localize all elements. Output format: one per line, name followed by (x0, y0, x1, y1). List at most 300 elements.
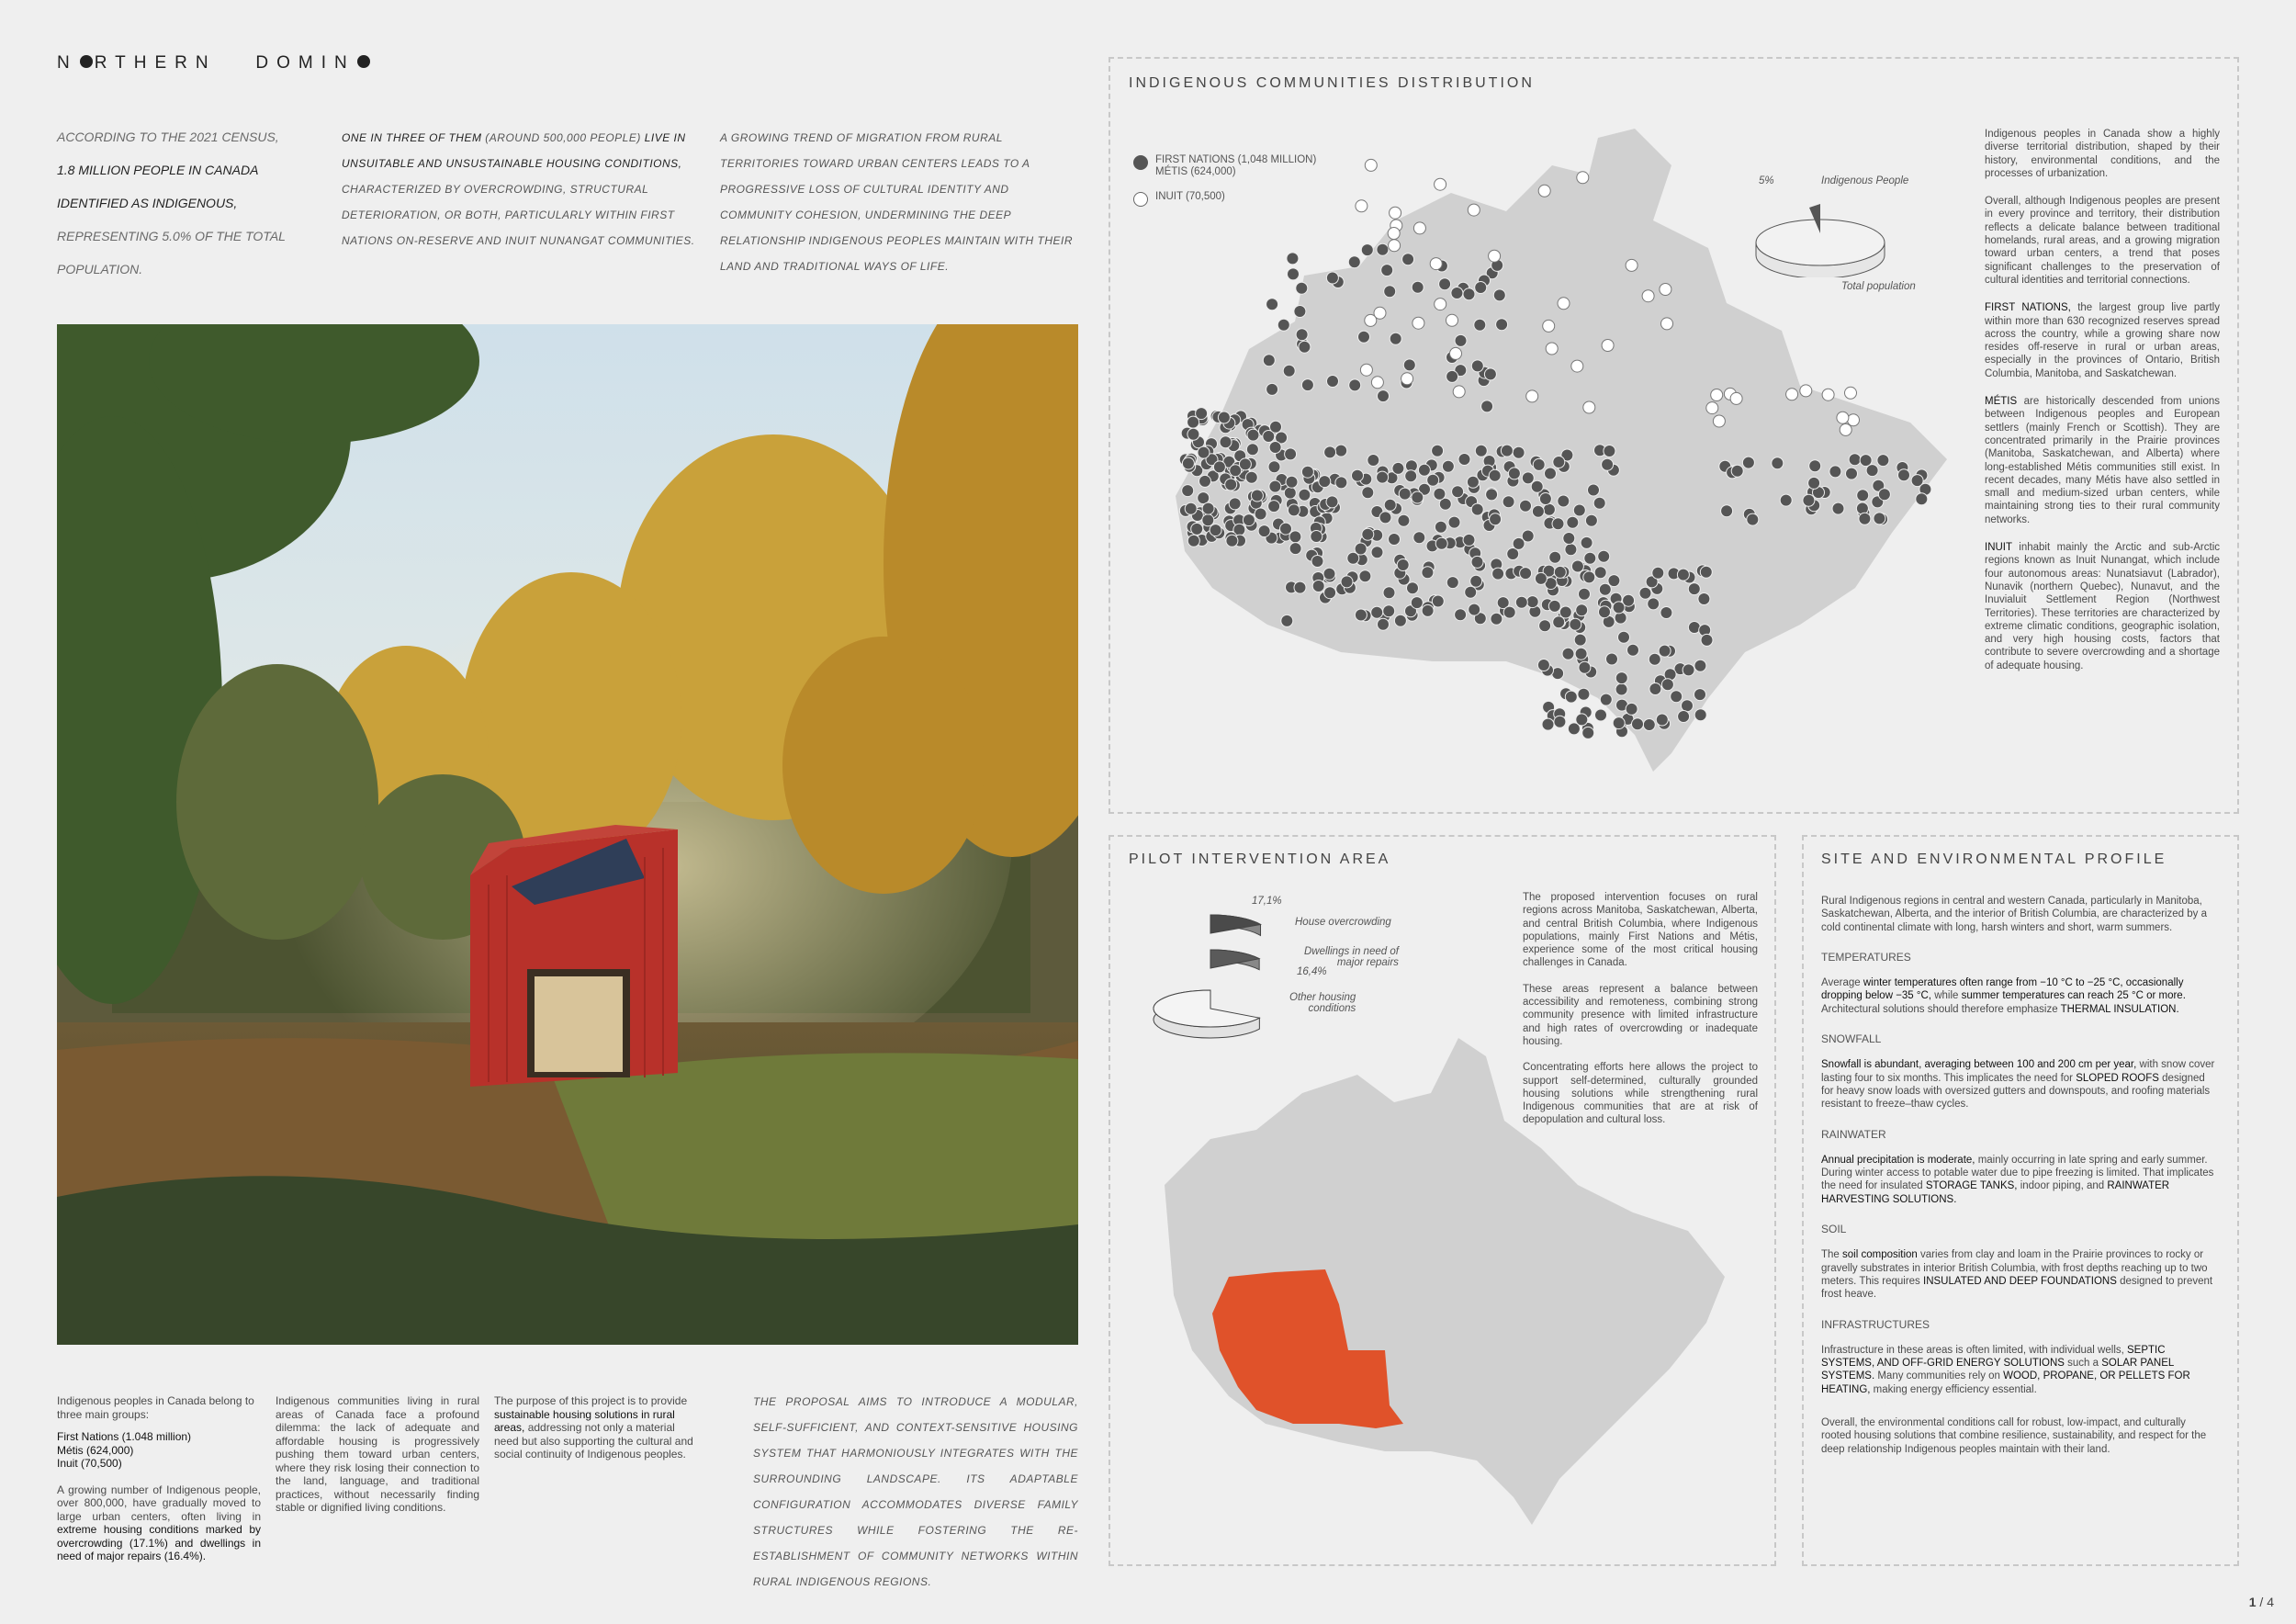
community-dot (1615, 683, 1627, 695)
community-dot (1877, 455, 1889, 467)
community-dot (1648, 598, 1660, 610)
inuit-community-dot (1374, 307, 1386, 319)
inuit-community-dot (1489, 250, 1501, 262)
community-dot (1187, 428, 1199, 440)
site-section-text: Average winter temperatures often range from −10 °C to −25 °C, occasionally dropping below −35 °C, while summer temperatures can reach 25 °C or more. Architectural solutions should therefore emphasize THERMAL INSULATION. (1821, 977, 2186, 1015)
community-dot (1399, 488, 1411, 500)
community-dot (1562, 648, 1574, 660)
community-dot (1832, 502, 1844, 514)
community-dot (1407, 582, 1419, 594)
site-section-heading: RAINWATER (1821, 1127, 1886, 1141)
community-dot (1643, 719, 1655, 731)
inuit-community-dot (1848, 414, 1860, 426)
community-dot (1287, 253, 1299, 265)
community-dot (1411, 597, 1423, 609)
community-dot (1626, 703, 1638, 715)
site-section-text: Annual precipitation is moderate, mainly occurring in late spring and early summer. During winter access to potable water due to pipe freezing is limited. That implicates the need for insulated STORAGE TANKS, indoor piping, and RAINWATER HARVESTING SOLUTIONS. (1821, 1154, 2214, 1205)
community-dot (1202, 502, 1214, 514)
community-dot (1503, 496, 1514, 508)
community-dot (1508, 468, 1520, 479)
inuit-community-dot (1577, 172, 1589, 184)
pilot-paragraph: The proposed intervention focuses on rural regions across Manitoba, Saskatchewan, Alberta, and central British Columbia, where Indigenous populations, mainly First Nations and Métis, experience some of the most critical housing challenges in Canada. (1523, 892, 1758, 969)
community-dot (1543, 503, 1555, 515)
legend-inuit: INUIT (70,500) (1133, 191, 1316, 207)
intro-line: REPRESENTING 5.0% OF THE TOTAL (57, 229, 286, 243)
community-dot (1348, 256, 1360, 268)
community-dot (1427, 474, 1439, 486)
community-dot (1398, 514, 1410, 526)
community-dot (1660, 607, 1672, 619)
community-dot (1558, 495, 1570, 507)
inuit-community-dot (1845, 387, 1857, 399)
community-dot (1632, 718, 1644, 730)
community-dot (1341, 576, 1353, 588)
community-dot (1573, 504, 1585, 516)
community-dot (1613, 602, 1625, 614)
community-dot (1381, 265, 1393, 276)
inuit-community-dot (1360, 364, 1372, 376)
community-dot (1470, 575, 1482, 587)
community-dot (1296, 282, 1308, 294)
community-dot (1355, 609, 1367, 621)
community-dot (1335, 477, 1347, 489)
community-dot (1403, 359, 1415, 371)
community-dot (1721, 505, 1733, 517)
distribution-paragraph: MÉTIS are historically descended from unions between Indigenous peoples and European settlers (mainly French or Scottish). They are concentrated primarily in the Prairie provinces (Manitoba, Saskatchewan, and Alberta) where long-established Métis communities still exist. In recent decades, many Métis have also settled in small and medium-sized urban centers, while maintaining strong ties to their rural community networks. (1985, 396, 2220, 525)
inuit-community-dot (1837, 412, 1849, 423)
community-dot (1347, 552, 1359, 564)
community-dot (1324, 587, 1336, 599)
pie-pct-repairs: 16,4% (1297, 966, 1327, 977)
community-dot (1559, 606, 1571, 618)
community-dot (1446, 370, 1458, 382)
inuit-community-dot (1840, 423, 1851, 435)
community-dot (1263, 355, 1275, 367)
community-dot (1539, 620, 1551, 632)
community-dot (1199, 475, 1211, 487)
community-dot (1809, 460, 1821, 472)
community-dot (1352, 469, 1364, 481)
community-dot (1606, 653, 1618, 665)
project-purpose-text: The purpose of this project is to provide sustainable housing solutions in rural areas, addressing not only a material need but also supporting the cultural and social continuity of Indigenous peoples. (494, 1394, 693, 1460)
community-dot (1575, 648, 1587, 660)
community-dot (1187, 416, 1199, 428)
community-dot (1694, 689, 1706, 701)
inuit-community-dot (1538, 185, 1550, 197)
community-dot (1698, 593, 1710, 605)
community-dot (1384, 499, 1396, 511)
community-dot (1218, 412, 1230, 423)
inuit-community-dot (1365, 159, 1377, 171)
community-dot (1588, 484, 1600, 496)
community-dot (1413, 532, 1425, 544)
site-section-heading: SNOWFALL (1821, 1032, 1882, 1046)
community-dot (1281, 615, 1293, 626)
community-dot (1268, 461, 1280, 473)
community-dot (1471, 503, 1483, 515)
intro-line: POPULATION. (57, 262, 143, 276)
pie-total-label: Total population (1841, 281, 1916, 292)
inuit-community-dot (1401, 373, 1413, 385)
pie-label-repairs: Dwellings in need of major repairs (1304, 946, 1399, 968)
pilot-paragraph: Concentrating efforts here allows the project to support self-determined, culturally grounded housing solutions while strengthening rural Indigenous communities that are at risk of depopulation and cultural loss. (1523, 1062, 1758, 1126)
community-dot (1324, 446, 1336, 458)
community-dot (1361, 244, 1373, 256)
community-dot (1378, 618, 1390, 630)
community-dot (1533, 458, 1545, 470)
pilot-area-map (1155, 1020, 1743, 1534)
pilot-paragraph: These areas represent a balance between accessibility and remoteness, combining strong community presence with limited infrastructure and high rates of overcrowding or inadequate housing. (1523, 983, 1758, 1047)
site-description: Rural Indigenous regions in central and western Canada, particularly in Manitoba, Saskatchewan, Alberta, and the interior of British Columbia, are characterized by a cold continental climate with long, harsh winters and short, warm summers. TEMPERATURES Average winter temperatures often range from −10 °C to −25 °C, occasionally dropping below −35 °C, while summer temperatures can reach 25 °C or more. Architectural solutions should therefore emphasize THERMAL INSULATION. SNOWFALL Snowfall is abundant, averaging between 100 and 200 cm per year, with snow cover lasting four to six months. This implicates the need for SLOPED ROOFS designed for heavy snow loads with oversized gutters and downspouts, and roofing materials resistant to freeze–thaw cycles. RAINWATER Annual precipitation is moderate, mainly occurring in late spring and early summer. During winter access to potable water due to pipe freezing is limited. That implicates the need for insulated STORAGE TANKS, indoor piping, and RAINWATER HARVESTING SOLUTIONS. SOIL The soil composition varies from clay and loam in the Prairie provinces to rocky or gravelly substrates in interior British Columbia, with frost depths reaching up to two meters. This requires INSULATED AND DEEP FOUNDATIONS designed to prevent frost heave. INFRASTRUCTURES Infrastructure in these areas is often limited, with individual wells, SEPTIC SYSTEMS, AND OFF-GRID ENERGY SOLUTIONS such a SOLAR PANEL SYSTEMS. Many communities rely on WOOD, PROPANE, OR PELLETS FOR HEATING, making energy efficiency essential. Overall, the environmental conditions call for robust, low-impact, and culturally rooted housing solutions that combine resilience, sustainability, and respect for the deep relationship Indigenous peoples maintain with their land. (1821, 896, 2215, 1455)
community-dot (1312, 581, 1324, 592)
community-dot (1229, 498, 1241, 510)
community-dot (1808, 477, 1820, 489)
community-dot (1422, 567, 1434, 579)
community-dot (1299, 341, 1311, 353)
community-dot (1503, 606, 1515, 618)
community-dot (1210, 524, 1221, 536)
community-dot (1455, 334, 1467, 346)
community-dot (1448, 516, 1460, 528)
community-dot (1532, 505, 1544, 517)
logo-dot-icon (80, 55, 93, 68)
community-dot (1213, 461, 1225, 473)
community-dot (1694, 709, 1706, 721)
community-dot (1585, 514, 1597, 526)
community-dot (1661, 679, 1673, 691)
community-dot (1383, 605, 1395, 617)
community-dot (1239, 458, 1251, 470)
community-dot (1683, 664, 1694, 676)
community-dot (1455, 609, 1467, 621)
community-dot (1578, 688, 1590, 700)
community-dot (1384, 286, 1396, 298)
community-dot (1458, 454, 1470, 466)
inuit-community-dot (1706, 402, 1718, 414)
community-dot (1463, 288, 1475, 300)
inuit-community-dot (1413, 222, 1425, 234)
community-dot (1772, 457, 1784, 469)
community-dot (1371, 606, 1383, 618)
community-dot (1539, 493, 1551, 505)
community-dot (1599, 606, 1611, 618)
community-dot (1432, 445, 1444, 457)
community-dot (1565, 691, 1577, 703)
community-dot (1613, 717, 1625, 729)
inuit-community-dot (1786, 389, 1798, 400)
community-dot (1185, 502, 1197, 514)
community-dot (1471, 556, 1483, 568)
inuit-community-dot (1446, 314, 1458, 326)
community-dot (1747, 513, 1759, 525)
inuit-community-dot (1390, 207, 1401, 219)
community-dot (1549, 551, 1561, 563)
community-dot (1390, 333, 1401, 344)
community-dot (1243, 514, 1255, 526)
community-dot (1258, 525, 1270, 537)
groups-summary: Indigenous peoples in Canada belong to three main groups: First Nations (1.048 million) Métis (624,000) Inuit (70,500) A growing number of Indigenous people, over 800,000, have gradually moved to large urban centers, often living in extreme housing conditions marked by overcrowding (17.1%) and dwellings in need of major repairs (16.4%). (57, 1394, 261, 1562)
inuit-community-dot (1453, 386, 1465, 398)
inuit-community-dot (1389, 240, 1401, 252)
intro-migration-statement: A GROWING TREND OF MIGRATION FROM RURAL TERRITORIES TOWARD URBAN CENTERS LEADS TO A PROGRESSIVE LOSS OF CULTURAL IDENTITY AND COMMUNITY COHESION, UNDERMINING THE DEEP RELATIONSHIP INDIGENOUS PEOPLES MAINTAIN WITH THEIR LAND AND TRADITIONAL WAYS OF LIFE. (720, 131, 1073, 273)
community-dot (1615, 672, 1627, 684)
group-item: Inuit (70,500) (57, 1457, 122, 1470)
community-dot (1451, 288, 1463, 299)
community-dot (1535, 572, 1547, 584)
community-dot (1554, 716, 1566, 727)
community-dot (1682, 700, 1694, 712)
community-dot (1442, 460, 1454, 472)
community-dot (1678, 711, 1690, 723)
community-dot (1537, 660, 1549, 671)
community-dot (1618, 631, 1630, 643)
community-dot (1383, 587, 1395, 599)
community-dot (1465, 586, 1477, 598)
community-dot (1311, 531, 1322, 543)
community-dot (1599, 583, 1611, 595)
community-dot (1484, 368, 1496, 380)
community-dot (1299, 489, 1311, 501)
community-dot (1286, 476, 1298, 488)
community-dot (1296, 329, 1308, 341)
community-dot (1349, 379, 1361, 391)
community-dot (1280, 523, 1292, 535)
inuit-community-dot (1356, 200, 1367, 212)
inuit-community-dot (1660, 284, 1671, 296)
community-dot (1501, 445, 1513, 457)
community-dot (1576, 604, 1588, 616)
inuit-community-dot (1468, 204, 1480, 216)
intro-housing-statement: ONE IN THREE OF THEM (AROUND 500,000 PEOPLE) LIVE IN UNSUITABLE AND UNSUSTAINABLE HOUSING CONDITIONS, CHARACTERIZED BY OVERCROWDING, STRUCTURAL DETERIORATION, OR BOTH, PARTICULARLY WITHIN FIRST NATIONS ON-RESERVE AND INUIT NUNANGAT COMMUNITIES. (342, 131, 695, 247)
community-dot (1378, 390, 1390, 402)
community-dot (1545, 468, 1557, 479)
community-dot (1358, 331, 1370, 343)
community-dot (1677, 569, 1689, 581)
community-dot (1803, 494, 1815, 506)
community-dot (1570, 618, 1581, 630)
community-dot (1362, 528, 1374, 540)
site-section-text: The soil composition varies from clay and loam in the Prairie provinces to rocky or gravelly substrates in interior British Columbia, with frost depths reaching up to two meters. This requires INSULATED AND DEEP FOUNDATIONS designed to prevent frost heave. (1821, 1249, 2213, 1301)
proposal-statement: THE PROPOSAL AIMS TO INTRODUCE A MODULAR, SELF-SUFFICIENT, AND CONTEXT-SENSITIVE HOUSING SYSTEM THAT HARMONIOUSLY INTEGRATES WITH THE SURROUNDING LANDSCAPE. ITS ADAPTABLE CONFIGURATION ACCOMMODATES DIVERSE FAMILY STRUCTURES WHILE FOSTERING THE RE-ESTABLISHMENT OF COMMUNITY NETWORKS WITHIN RURAL INDIGENOUS REGIONS. (753, 1395, 1078, 1588)
community-dot (1489, 469, 1501, 481)
community-dot (1191, 523, 1203, 535)
community-dot (1604, 445, 1615, 457)
page-number: 1 / 4 (2248, 1595, 2274, 1609)
pie-pct-overcrowding: 17,1% (1252, 896, 1282, 907)
community-dot (1513, 537, 1525, 549)
community-dot (1412, 281, 1424, 293)
community-dot (1860, 455, 1872, 467)
community-dot (1255, 508, 1266, 520)
community-dot (1198, 492, 1210, 504)
hollow-dot-icon (1133, 192, 1148, 207)
community-dot (1911, 475, 1923, 487)
community-dot (1846, 468, 1858, 479)
community-dot (1565, 544, 1577, 556)
community-dot (1576, 714, 1588, 726)
community-dot (1496, 319, 1508, 331)
community-dot (1323, 568, 1335, 580)
community-dot (1288, 268, 1300, 280)
distribution-paragraph: INUIT inhabit mainly the Arctic and sub-Arctic regions known as Inuit Nunangat, which include four autonomous areas: Nunatsiavut (Labrador), Nunavik (northern Quebec), Nunavut, and the Inuvialuit Settlement Region (Northwest Territories). These territories are characterized by extreme climatic conditions, geographic isolation, and very high housing costs, factors that contribute to severe overcrowding and a shortage of adequate housing. (1985, 542, 2220, 671)
site-section-heading: TEMPERATURES (1821, 950, 1911, 964)
community-dot (1520, 500, 1532, 512)
inuit-community-dot (1388, 228, 1400, 240)
community-dot (1671, 691, 1683, 703)
community-dot (1289, 531, 1301, 543)
community-dot (1486, 489, 1498, 501)
community-dot (1493, 289, 1505, 301)
community-dot (1301, 466, 1313, 478)
inuit-community-dot (1450, 347, 1462, 359)
rural-dilemma-text: Indigenous communities living in rural areas of Canada face a profound dilemma: the lack of adequate and affordable housing is progressively pushing them toward urban centers, where they risk losing their connection to the land, language, and traditional practices, without necessarily finding stable or dignified living conditions. (276, 1394, 479, 1514)
community-dot (1326, 496, 1338, 508)
community-dot (1285, 448, 1297, 460)
community-dot (1405, 470, 1417, 482)
group-item: First Nations (1.048 million) (57, 1430, 192, 1443)
community-dot (1874, 513, 1885, 524)
community-dot (1600, 694, 1612, 705)
community-dot (1412, 491, 1424, 503)
community-dot (1269, 480, 1281, 492)
community-dot (1553, 457, 1565, 468)
community-dot (1270, 421, 1282, 433)
community-dot (1269, 442, 1281, 454)
community-dot (1731, 465, 1743, 477)
community-dot (1422, 604, 1434, 616)
community-dot (1326, 272, 1338, 284)
community-dot (1649, 653, 1660, 665)
community-dot (1584, 552, 1596, 564)
community-dot (1548, 600, 1560, 612)
community-dot (1574, 634, 1586, 646)
community-dot (1452, 486, 1464, 498)
community-dot (1878, 489, 1890, 501)
community-dot (1392, 462, 1404, 474)
community-dot (1701, 634, 1713, 646)
community-dot (1245, 471, 1257, 483)
community-dot (1520, 568, 1532, 580)
pie-slice-label: Indigenous People (1821, 175, 1909, 186)
inuit-community-dot (1602, 340, 1614, 352)
community-dot (1202, 514, 1214, 526)
inuit-community-dot (1430, 258, 1442, 270)
community-dot (1294, 581, 1306, 593)
community-dot (1367, 455, 1379, 467)
inuit-community-dot (1642, 290, 1654, 302)
intro-line: 1.8 MILLION PEOPLE IN CANADA (57, 163, 259, 177)
community-dot (1266, 299, 1278, 310)
community-dot (1856, 502, 1868, 514)
community-dot (1552, 518, 1564, 530)
community-dot (1397, 559, 1409, 571)
community-dot (1225, 479, 1237, 491)
community-dot (1481, 400, 1493, 412)
community-dot (1656, 714, 1668, 726)
community-dot (1659, 645, 1671, 657)
inuit-community-dot (1412, 317, 1424, 329)
pie-label-overcrowding: House overcrowding (1295, 917, 1391, 928)
community-dot (1266, 383, 1278, 395)
community-dot (1469, 603, 1480, 615)
inuit-community-dot (1526, 390, 1538, 402)
community-dot (1608, 575, 1620, 587)
community-dot (1916, 493, 1928, 505)
community-dot (1389, 534, 1401, 546)
community-dot (1220, 436, 1232, 448)
community-dot (1463, 534, 1475, 546)
community-dot (1627, 644, 1639, 656)
community-dot (1362, 487, 1374, 499)
inuit-community-dot (1571, 360, 1583, 372)
community-dot (1579, 661, 1591, 673)
community-dot (1277, 319, 1289, 331)
community-dot (1492, 568, 1504, 580)
site-section-heading: INFRASTRUCTURES (1821, 1317, 1930, 1331)
community-dot (1284, 487, 1296, 499)
inuit-community-dot (1626, 259, 1638, 271)
community-dot (1567, 516, 1579, 528)
community-dot (1649, 683, 1661, 695)
community-dot (1598, 550, 1610, 562)
community-dot (1700, 566, 1712, 578)
filled-dot-icon (1133, 155, 1148, 170)
community-dot (1471, 360, 1483, 372)
inuit-community-dot (1583, 401, 1595, 413)
inuit-community-dot (1822, 389, 1834, 400)
community-dot (1251, 490, 1263, 502)
community-dot (1582, 727, 1594, 739)
community-dot (1335, 445, 1347, 457)
community-dot (1198, 446, 1210, 458)
community-dot (1418, 464, 1430, 476)
community-dot (1742, 457, 1754, 468)
community-dot (1526, 596, 1538, 608)
community-dot (1490, 513, 1502, 525)
intro-line: ACCORDING TO THE 2021 CENSUS, (57, 130, 279, 144)
community-dot (1602, 458, 1614, 470)
community-dot (1402, 254, 1414, 265)
community-dot (1581, 536, 1593, 548)
community-dot (1475, 282, 1487, 294)
community-dot (1377, 243, 1389, 255)
community-dot (1446, 577, 1458, 589)
intro-census-statement (57, 120, 323, 286)
community-dot (1694, 660, 1706, 671)
distribution-paragraph: Overall, although Indigenous peoples are present in every province and territory, their distribution reflects a delicate balance between traditional homelands, rural areas, and a growing migration toward urban centers, a trend that poses significant challenges to the preservation of cultural identities and territorial connections. (1985, 196, 2220, 286)
community-dot (1522, 472, 1534, 484)
site-section-text: Snowfall is abundant, averaging between 100 and 200 cm per year, with snow cover lasting four to six months. This implicates the need for SLOPED ROOFS designed for heavy snow loads with oversized gutters and downspouts, and roofing materials resistant to freeze–thaw cycles. (1821, 1059, 2215, 1111)
community-dot (1327, 376, 1339, 388)
group-item: Métis (624,000) (57, 1443, 134, 1457)
community-dot (1542, 718, 1554, 730)
community-dot (1639, 587, 1651, 599)
inuit-community-dot (1546, 343, 1558, 355)
community-dot (1246, 444, 1258, 456)
site-title: SITE AND ENVIRONMENTAL PROFILE (1821, 851, 2167, 867)
house-render-image (57, 324, 1078, 1345)
inuit-community-dot (1711, 389, 1723, 401)
inuit-community-dot (1713, 415, 1725, 427)
community-dot (1652, 567, 1664, 579)
community-dot (1283, 365, 1295, 377)
community-dot (1583, 571, 1595, 583)
community-dot (1513, 446, 1525, 458)
community-dot (1780, 494, 1792, 506)
community-dot (1268, 501, 1280, 513)
community-dot (1595, 709, 1607, 721)
community-dot (1294, 306, 1306, 318)
